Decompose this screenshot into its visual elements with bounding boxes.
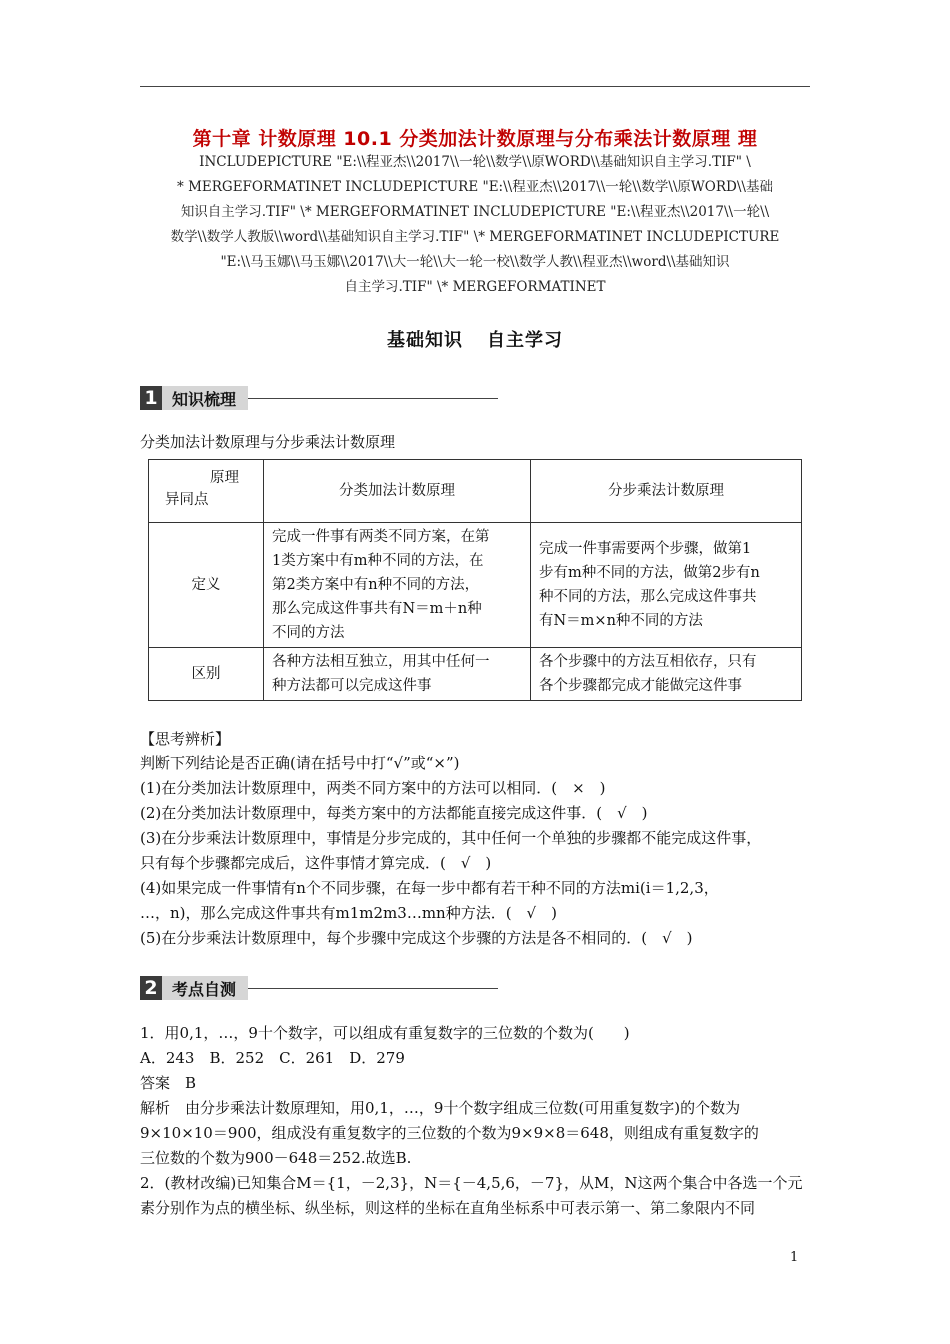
cell-line: 那么完成这件事共有N＝m＋n种 — [272, 601, 482, 617]
page-number: 1 — [790, 1250, 799, 1265]
column-header: 分步乘法计数原理 — [531, 460, 802, 523]
include-line: * MERGEFORMATINET INCLUDEPICTURE "E:\\程亚杰\\2017\\一轮\\数学\\原WORD\\基础 — [177, 179, 773, 195]
column-header: 分类加法计数原理 — [264, 460, 531, 523]
section-heading-part1: 基础知识 — [387, 330, 463, 351]
cell-line: 完成一件事有两类不同方案，在第 — [272, 529, 490, 545]
badge-rule — [248, 988, 498, 989]
think-item: (5)在分步乘法计数原理中，每个步骤中完成这个步骤的方法是各不相同的．( √ ) — [140, 929, 693, 947]
badge-number: 1 — [140, 386, 162, 410]
cell-line: 步有m种不同的方法，做第2步有n — [539, 565, 760, 581]
think-item: 只有每个步骤都完成后，这件事情才算完成．( √ ) — [140, 854, 492, 872]
question-1-options: A．243 B．252 C．261 D．279 — [140, 1049, 405, 1067]
cell-line: 完成一件事需要两个步骤，做第1 — [539, 541, 752, 557]
question-2-line: 2．(教材改编)已知集合M＝{1，－2,3}，N＝{－4,5,6，－7}，从M，N这两个集合中各选一个元 — [140, 1174, 803, 1192]
section-badge-2 — [140, 976, 498, 1000]
cell-line: 种不同的方法，那么完成这件事共 — [539, 589, 757, 605]
think-item: …，n)，那么完成这件事共有m1m2m3…mn种方法．( √ ) — [140, 904, 557, 922]
corner-bottom-label: 异同点 — [165, 492, 209, 508]
badge-label: 考点自测 — [162, 976, 248, 1000]
question-1: 1．用0,1，…，9十个数字，可以组成有重复数字的三位数的个数为( ) — [140, 1024, 630, 1042]
cell-line: 不同的方法 — [272, 625, 345, 641]
section-heading — [140, 326, 810, 352]
analysis-line: 9×10×10＝900，组成没有重复数字的三位数的个数为9×9×8＝648，则组成有重复数字的 — [140, 1124, 759, 1142]
cell-line: 各个步骤都完成才能做完这件事 — [539, 678, 742, 694]
table-cell — [264, 648, 531, 701]
include-line: 数学\\数学人教版\\word\\基础知识自主学习.TIF" \* MERGEFORMATINET INCLUDEPICTURE — [170, 229, 780, 245]
table-row — [149, 523, 802, 648]
row-label: 区别 — [149, 648, 264, 701]
badge-number: 2 — [140, 976, 162, 1000]
think-item: (4)如果完成一件事情有n个不同步骤，在每一步中都有若干种不同的方法mi(i＝1,2,3， — [140, 879, 719, 897]
comparison-table — [148, 459, 802, 701]
analysis-line: 三位数的个数为900－648＝252.故选B. — [140, 1149, 412, 1167]
think-item: (1)在分类加法计数原理中，两类不同方案中的方法可以相同．( × ) — [140, 779, 606, 797]
cell-line: 有N＝m×n种不同的方法 — [539, 613, 703, 629]
include-line: "E:\\马玉娜\\马玉娜\\2017\\大一轮\\大一轮一校\\数学人教\\程亚杰\\word\\基础知识 — [220, 254, 730, 270]
analysis-line: 解析 由分步乘法计数原理知，用0,1，…，9十个数字组成三位数(可用重复数字)的个数为 — [140, 1099, 741, 1117]
intro-text: 分类加法计数原理与分步乘法计数原理 — [140, 433, 396, 451]
think-item: (3)在分步乘法计数原理中，事情是分步完成的，其中任何一个单独的步骤都不能完成这件事， — [140, 829, 762, 847]
section-badge-1 — [140, 386, 498, 410]
table-cell — [264, 523, 531, 648]
include-line: 知识自主学习.TIF" \* MERGEFORMATINET INCLUDEPICTURE "E:\\程亚杰\\2017\\一轮\\ — [180, 204, 770, 220]
think-instruction: 判断下列结论是否正确(请在括号中打“√”或“×”) — [140, 754, 460, 772]
section-heading-part2: 自主学习 — [487, 330, 563, 351]
question-2-line: 素分别作为点的横坐标、纵坐标，则这样的坐标在直角坐标系中可表示第一、第二象限内不同 — [140, 1199, 756, 1217]
question-1-answer: 答案 B — [140, 1074, 197, 1092]
cell-line: 各个步骤中的方法互相依存，只有 — [539, 654, 757, 670]
chapter-title: 第十章 计数原理 10.1 分类加法计数原理与分布乘法计数原理 理 — [192, 128, 758, 150]
row-label: 定义 — [149, 523, 264, 648]
table-row — [149, 460, 802, 523]
cell-line: 第2类方案中有n种不同的方法， — [272, 577, 480, 593]
include-line: INCLUDEPICTURE "E:\\程亚杰\\2017\\一轮\\数学\\原WORD\\基础知识自主学习.TIF" \ — [199, 154, 751, 170]
table-cell — [531, 523, 802, 648]
include-line: 自主学习.TIF" \* MERGEFORMATINET — [344, 279, 606, 295]
include-field-text — [140, 150, 810, 300]
corner-top-label: 原理 — [210, 470, 239, 486]
table-row — [149, 648, 802, 701]
header-rule — [140, 86, 810, 87]
think-item: (2)在分类加法计数原理中，每类方案中的方法都能直接完成这件事．( √ ) — [140, 804, 648, 822]
table-corner-cell — [149, 460, 264, 523]
cell-line: 各种方法相互独立，用其中任何一 — [272, 654, 490, 670]
cell-line: 1类方案中有m种不同的方法，在 — [272, 553, 484, 569]
cell-line: 种方法都可以完成这件事 — [272, 678, 432, 694]
badge-rule — [248, 398, 498, 399]
badge-label: 知识梳理 — [162, 386, 248, 410]
table-cell — [531, 648, 802, 701]
think-heading: 【思考辨析】 — [140, 730, 231, 748]
